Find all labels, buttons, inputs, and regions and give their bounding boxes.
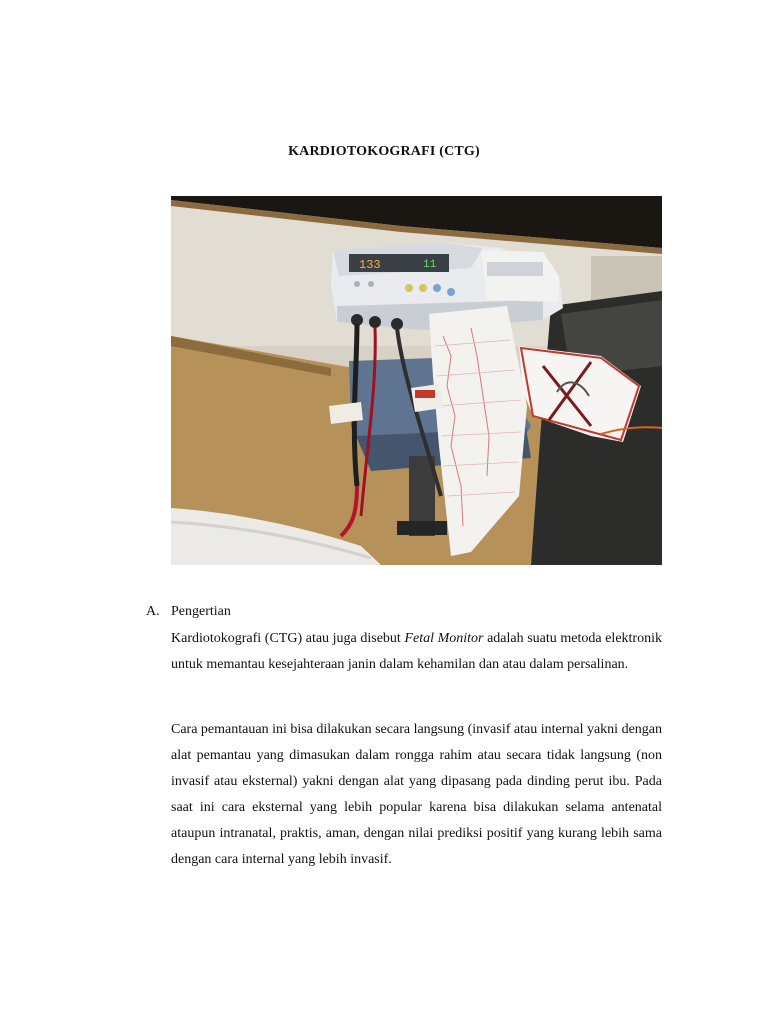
ctg-machine-photo [171,196,662,565]
section-marker: A. [146,604,160,619]
paragraph-definition-tail: adalah suatu metoda elektronik untuk memantau kesejahteraan janin dalam kehamilan dan atau dalam persalinan. [171,631,662,672]
section-heading-text: Pengertian [171,604,231,619]
paragraph-definition-lead: Kardiotokografi (CTG) atau juga disebut [171,631,405,646]
document-title: KARDIOTOKOGRAFI (CTG) [288,144,480,159]
svg-text:11: 11 [423,259,437,271]
svg-text:133: 133 [359,258,381,272]
section-heading [146,604,231,620]
paragraph-definition [171,626,662,678]
paragraph-methods: Cara pemantauan ini bisa dilakukan secara langsung (invasif atau internal yakni dengan alat pemantau yang dimasukan dalam rongga rahim atau secara tidak langsung (non invasif atau eksternal) yakni dengan alat yang dipasang pada dinding perut ibu. Pada saat ini cara eksternal yang lebih popular karena bisa dilakukan selama antenatal ataupun intranatal, praktis, aman, dengan nilai prediksi positif yang kurang lebih sama dengan cara internal yang lebih invasif. [171,722,662,867]
paragraph-definition-term: Fetal Monitor [404,631,484,646]
